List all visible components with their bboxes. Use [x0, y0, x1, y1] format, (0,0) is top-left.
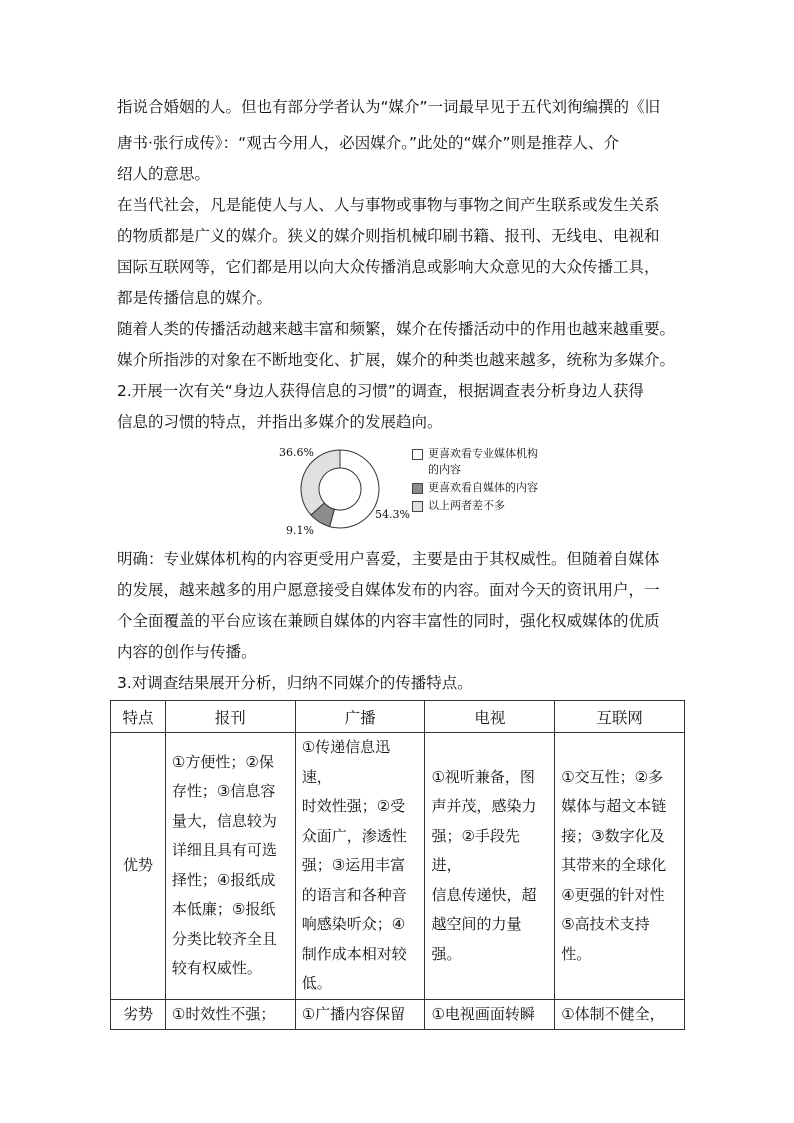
- paragraph-line: 的物质都是广义的媒介。狭义的媒介则指机械印刷书籍、报刊、无线电、电视和: [117, 227, 660, 245]
- question-2-line: 信息的习惯的特点，并指出多媒介的发展趋向。: [117, 413, 443, 431]
- paragraph-line: 随着人类的传播活动越来越丰富和频繁，媒介在传播活动中的作用也越来越重要。: [117, 320, 676, 338]
- pct-label-36-6: 36.6%: [279, 446, 314, 459]
- cell-internet-disadvantages: ①体制不健全，: [555, 999, 685, 1030]
- cell-newspaper-advantages: ①方便性；②保 存性；③信息容 量大，信息较为 详细且具有可选 择性；④报纸成 本低廉；⑤报纸 分类比较齐全且 较有权威性。: [165, 733, 295, 1000]
- paragraph-line: 媒介所指涉的对象在不断地变化、扩展，媒介的种类也越来越多，统称为多媒介。: [117, 351, 676, 369]
- legend-swatch: [412, 449, 423, 460]
- header-feature: 特点: [111, 701, 166, 733]
- paragraph-line: 国际互联网等，它们都是用以向大众传播消息或影响大众意见的大众传播工具，: [117, 258, 660, 276]
- cell-radio-advantages: ①传递信息迅速， 时效性强；②受 众面广，渗透性 强；③运用丰富 的语言和各种音 响感染听众；④ 制作成本相对较 低。: [295, 733, 425, 1000]
- answer-line: 的发展，越来越多的用户愿意接受自媒体发布的内容。面对今天的资讯用户，一: [117, 581, 660, 599]
- answer-line: 个全面覆盖的平台应该在兼顾自媒体的内容丰富性的同时，强化权威媒体的优质: [117, 612, 660, 630]
- donut-slice-2: [301, 450, 340, 515]
- cell-internet-advantages: ①交互性；②多 媒体与超文本链 接；③数字化及 其带来的全球化 ④更强的针对性 ⑤高技术支持性。: [555, 733, 685, 1000]
- question-2-line: 2.开展一次有关“身边人获得信息的习惯”的调查，根据调查表分析身边人获得: [117, 382, 644, 400]
- header-tv: 电视: [425, 701, 555, 733]
- cell-radio-disadvantages: ①广播内容保留: [295, 999, 425, 1030]
- answer-line: 明确：专业媒体机构的内容更受用户喜爱，主要是由于其权威性。但随着自媒体: [117, 550, 660, 568]
- pct-label-9-1: 9.1%: [286, 524, 314, 537]
- table-row-disadvantages: [111, 999, 685, 1030]
- legend-item: [412, 498, 542, 514]
- question-3-line: 3.对调查结果展开分析，归纳不同媒介的传播特点。: [117, 674, 473, 692]
- legend-swatch: [412, 483, 423, 494]
- cell-tv-advantages: ①视听兼备，图 声并茂，感染力 强；②手段先进， 信息传递快，超 越空间的力量强。: [425, 733, 555, 1000]
- media-comparison-table: [110, 700, 685, 1030]
- table-row-advantages: [111, 733, 685, 1000]
- legend-label: 以上两者差不多: [428, 499, 505, 512]
- paragraph-line: 在当代社会，凡是能使人与人、人与事物或事物与事物之间产生联系或发生关系: [117, 196, 660, 214]
- cell-newspaper-disadvantages: ①时效性不强；: [165, 999, 295, 1030]
- legend-label: 更喜欢看自媒体的内容: [428, 481, 538, 494]
- paragraph-line: 绍人的意思。: [117, 165, 211, 183]
- table-header-row: [111, 701, 685, 733]
- chart-legend: [412, 446, 542, 516]
- header-internet: 互联网: [555, 701, 685, 733]
- paragraph-line: 唐书·张行成传》：“观古今用人，必因媒介。”此处的“媒介”则是推荐人、介: [117, 134, 620, 152]
- header-newspaper: 报刊: [165, 701, 295, 733]
- paragraph-line: 指说合婚姻的人。但也有部分学者认为“媒介”一词最早见于五代刘徇编撰的《旧: [117, 98, 661, 116]
- pct-label-54-3: 54.3%: [375, 508, 410, 521]
- legend-swatch: [412, 501, 423, 512]
- row-label-disadvantages: 劣势: [111, 999, 166, 1030]
- header-radio: 广播: [295, 701, 425, 733]
- paragraph-line: 都是传播信息的媒介。: [117, 289, 273, 307]
- answer-line: 内容的创作与传播。: [117, 643, 257, 661]
- cell-tv-disadvantages: ①电视画面转瞬: [425, 999, 555, 1030]
- legend-item: [412, 446, 542, 478]
- legend-label: 更喜欢看专业媒体机构的内容: [428, 447, 538, 476]
- legend-item: [412, 480, 542, 496]
- row-label-advantages: 优势: [111, 733, 166, 1000]
